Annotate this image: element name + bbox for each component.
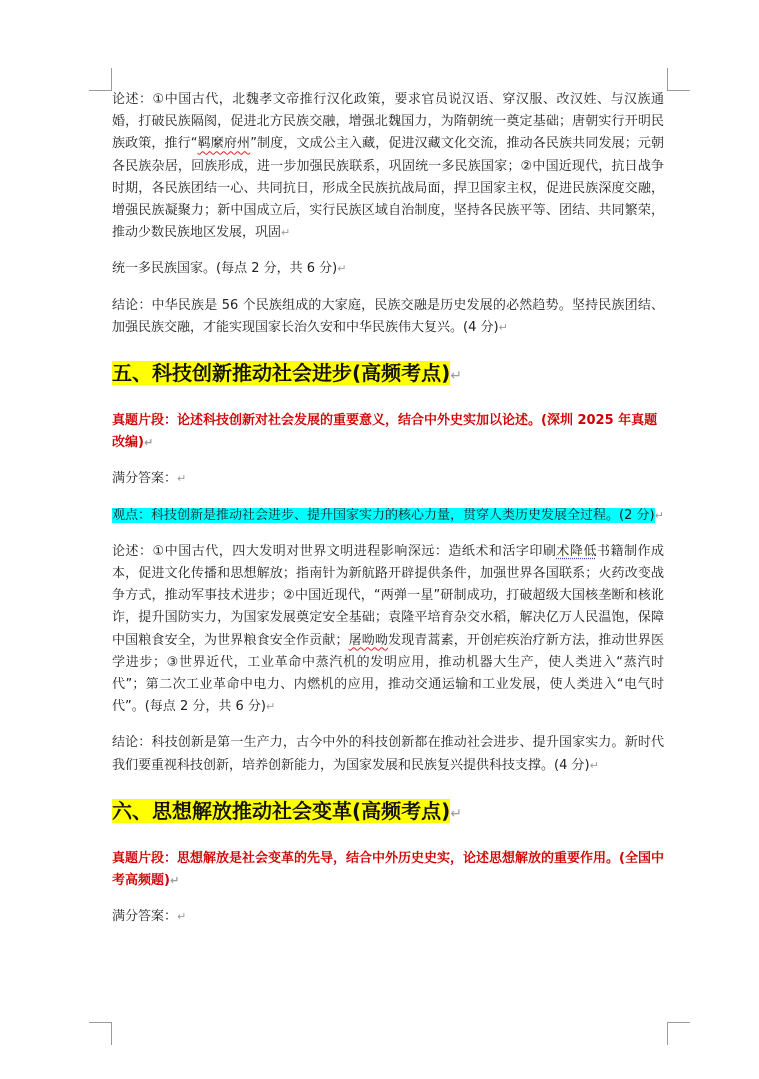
section5-argument-text-3: 发现青蒿素，开创疟疾治疗新方法，推动世界医学进步；③世界近代，工业革命中蒸汽机的发明应用，推动机器大生产，使人类进入“蒸汽时代”；第二次工业革命中电力、内燃机的应用，推动交通运输和工业发展，使人类进入“电气时代”。(每点 2 分，共 6 分) bbox=[112, 632, 664, 715]
paragraph-mark: ↵ bbox=[177, 472, 187, 486]
section5-argument-text-1: 论述：①中国古代，四大发明对世界文明进程影响深远：造纸术和活字印刷 bbox=[112, 543, 557, 559]
section4-conclusion-text: 结论：中华民族是 56 个民族组成的大家庭，民族交融是历史发展的必然趋势。坚持民族团结、加强民族交融，才能实现国家长治久安和中华民族伟大复兴。(4 分) bbox=[112, 297, 664, 335]
section5-heading bbox=[112, 359, 664, 390]
paragraph-mark: ↵ bbox=[654, 508, 664, 522]
spellcheck-word: 屠呦呦 bbox=[348, 632, 389, 648]
section5-conclusion-text: 结论：科技创新是第一生产力，古今中外的科技创新都在推动社会进步、提升国家实力。新时代我们要重视科技创新，培养创新能力，为国家发展和民族复兴提供科技支撑。(4 分) bbox=[112, 735, 664, 773]
section4-conclusion bbox=[112, 295, 664, 339]
crop-mark-bottom-left bbox=[89, 1022, 112, 1045]
crop-mark-bottom-right bbox=[667, 1022, 690, 1045]
paragraph-mark: ↵ bbox=[589, 758, 599, 772]
section6-question bbox=[112, 848, 664, 892]
section5-viewpoint-text: 观点：科技创新是推动社会进步、提升国家实力的核心力量，贯穿人类历史发展全过程。(2 分) bbox=[112, 507, 655, 523]
section6-question-text: 真题片段：思想解放是社会变革的先导，结合中外历史史实，论述思想解放的重要作用。(全国中考高频题) bbox=[112, 850, 664, 889]
section5-argument-paragraph bbox=[112, 541, 664, 719]
section4-argument-cont-text: 统一多民族国家。(每点 2 分，共 6 分) bbox=[112, 261, 338, 277]
section5-argument-text-2: 书籍制作成本，促进文化传播和思想解放；指南针为新航路开辟提供条件，加强世界各国联系；火药改变战争方式，推动军事技术进步；②中国近现代，“两弹一星”研制成功，打破超级大国核垄断和核讹诈，提升国防实力，为国家发展奠定安全基础；袁隆平培育杂交水稻，解决亿万人民温饱，保障中国粮食安全，为世界粮食安全作贡献； bbox=[112, 543, 664, 648]
section5-viewpoint bbox=[112, 505, 664, 527]
paragraph-mark: ↵ bbox=[337, 262, 347, 276]
section6-heading bbox=[112, 797, 664, 828]
paragraph-mark: ↵ bbox=[450, 368, 463, 385]
section6-answer-label bbox=[112, 906, 664, 928]
section5-answer-label-text: 满分答案： bbox=[112, 471, 178, 487]
paragraph-mark: ↵ bbox=[498, 320, 508, 334]
section5-question-text: 真题片段：论述科技创新对社会发展的重要意义，结合中外史实加以论述。(深圳 2025 年真题改编) bbox=[112, 413, 658, 451]
document-body bbox=[112, 89, 664, 942]
section4-argument-continuation bbox=[112, 258, 664, 280]
section6-answer-label-text: 满分答案： bbox=[112, 909, 178, 925]
crop-mark-top-right bbox=[667, 68, 690, 91]
paragraph-mark: ↵ bbox=[281, 226, 291, 240]
paragraph-mark: ↵ bbox=[169, 874, 180, 888]
section5-question bbox=[112, 410, 664, 454]
section4-argument-paragraph bbox=[112, 89, 664, 244]
paragraph-mark: ↵ bbox=[450, 805, 463, 822]
grammar-check-phrase: 术降低 bbox=[556, 543, 597, 559]
section5-heading-text: 五、科技创新推动社会进步(高频考点) bbox=[112, 361, 451, 386]
section5-conclusion bbox=[112, 732, 664, 776]
paragraph-mark: ↵ bbox=[143, 436, 154, 450]
spellcheck-word: 羁縻府州 bbox=[197, 136, 251, 152]
paragraph-mark: ↵ bbox=[265, 700, 276, 714]
section4-argument-text-1: 论述：①中国古代，北魏孝文帝推行汉化政策，要求官员说汉语、穿汉服、改汉姓、与汉族通婚，打破民族隔阂，促进北方民族交融，增强北魏国力，为隋朝统一奠定基础；唐朝实行开明民族政策，推行“ bbox=[112, 92, 664, 152]
crop-mark-top-left bbox=[89, 68, 112, 91]
section5-answer-label bbox=[112, 468, 664, 490]
paragraph-mark: ↵ bbox=[177, 910, 187, 924]
section4-argument-text-2: ”制度，文成公主入藏，促进汉藏文化交流，推动各民族共同发展；元朝各民族杂居，回族形成，进一步加强民族联系，巩固统一多民族国家；②中国近现代，抗日战争时期，各民族团结一心、共同抗日，形成全民族抗战局面，捍卫国家主权，促进民族深度交融，增强民族凝聚力；新中国成立后，实行民族区域自治制度，坚持各民族平等、团结、共同繁荣，推动少数民族地区发展，巩固 bbox=[112, 136, 664, 241]
section6-heading-text: 六、思想解放推动社会变革(高频考点) bbox=[112, 798, 451, 823]
